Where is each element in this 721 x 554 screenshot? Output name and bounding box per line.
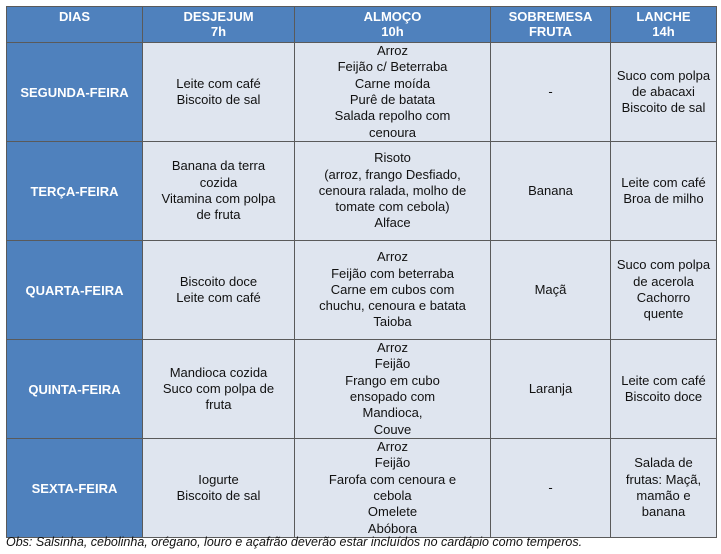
cell-line: Alface — [374, 215, 411, 231]
almoco-cell — [295, 43, 491, 142]
lanche-cell — [611, 340, 717, 439]
cell-line: Abóbora — [367, 520, 418, 536]
cell-line: Carne em cubos com — [330, 281, 455, 297]
cell-line: Vitamina com polpa — [161, 191, 276, 206]
lanche-cell — [611, 241, 717, 340]
cell-line: Cachorro — [636, 290, 691, 305]
table-row — [7, 439, 717, 538]
sobremesa-cell — [491, 439, 611, 538]
cell-line: cenoura — [369, 124, 416, 140]
cell-line: Biscoito doce — [179, 273, 258, 289]
cell-line: Couve — [373, 421, 412, 437]
cell-line: DIAS — [58, 9, 91, 24]
header-almoco — [295, 7, 491, 43]
cell-line: Purê de batata — [349, 92, 436, 107]
lanche-cell — [611, 43, 717, 142]
table-row — [7, 43, 717, 142]
desjejum-cell — [143, 43, 295, 142]
cell-line: Broa de milho — [623, 191, 704, 206]
cell-line: Biscoito doce — [624, 389, 703, 404]
sobremesa-cell — [491, 241, 611, 340]
day-cell: QUINTA-FEIRA — [7, 340, 143, 439]
header-row — [7, 7, 717, 43]
cell-line: 14h — [652, 24, 675, 39]
cell-line: Biscoito de sal — [176, 92, 261, 107]
cell-line: mamão e — [636, 488, 691, 503]
cell-line: Leite com café — [176, 290, 261, 305]
desjejum-cell — [143, 142, 295, 241]
cell-line: Arroz — [376, 249, 409, 265]
cell-line: Feijão — [374, 455, 411, 471]
cell-line: Iogurte — [198, 471, 239, 487]
cell-line: Leite com café — [621, 372, 706, 388]
cell-line: Frango em cubo — [345, 372, 440, 388]
cell-line: Risoto — [374, 150, 411, 166]
cell-line: Maçã — [534, 281, 567, 297]
cell-line: frutas: Maçã, — [625, 471, 702, 487]
cell-line: FRUTA — [528, 24, 573, 39]
cell-line: Suco com polpa de — [162, 380, 275, 396]
header-dias — [7, 7, 143, 43]
cell-line: LANCHE — [636, 9, 691, 24]
almoco-cell — [295, 241, 491, 340]
cell-line: tomate com cebola) — [335, 199, 450, 215]
day-cell: SEXTA-FEIRA — [7, 439, 143, 538]
almoco-cell — [295, 340, 491, 439]
cell-line: Leite com café — [176, 75, 261, 91]
cell-line: de abacaxi — [632, 83, 695, 99]
desjejum-cell — [143, 241, 295, 340]
table-row — [7, 340, 717, 439]
cell-line: Banana da terra — [171, 158, 266, 174]
cell-line: cenoura ralada, molho de — [318, 182, 467, 198]
header-sobremesa — [491, 7, 611, 43]
sobremesa-cell — [491, 340, 611, 439]
desjejum-cell — [143, 439, 295, 538]
cell-line: Biscoito de sal — [621, 100, 706, 116]
cell-line: Farofa com cenoura e — [328, 471, 457, 487]
cell-line: Laranja — [528, 380, 573, 396]
cell-line: Banana — [528, 182, 573, 198]
cell-line: Suco com polpa — [616, 257, 711, 273]
cell-line: Mandioca cozida — [169, 364, 268, 380]
lanche-cell — [611, 439, 717, 538]
sobremesa-cell — [491, 43, 611, 142]
almoco-cell — [295, 142, 491, 241]
cell-line: Salada repolho com — [334, 108, 451, 124]
cell-line: SOBREMESA — [508, 9, 593, 24]
cell-line: Omelete — [367, 504, 418, 520]
day-cell: QUARTA-FEIRA — [7, 241, 143, 340]
cell-line: Arroz — [376, 43, 409, 59]
day-cell: TERÇA-FEIRA — [7, 142, 143, 241]
header-lanche — [611, 7, 717, 43]
cell-line: cebola — [373, 488, 412, 503]
menu-table — [6, 6, 717, 538]
cell-line: banana — [641, 504, 686, 520]
table-row — [7, 142, 717, 241]
lanche-cell — [611, 142, 717, 241]
cell-line: Feijão com beterraba — [331, 265, 454, 281]
header-desjejum — [143, 7, 295, 43]
cell-line: de acerola — [633, 273, 694, 289]
cell-line: Taioba — [373, 314, 412, 330]
cell-line: 7h — [210, 24, 227, 39]
cell-line: Arroz — [376, 439, 409, 455]
cell-line: - — [548, 83, 553, 99]
cell-line: fruta — [205, 397, 232, 413]
cell-line: Feijão c/ Beterraba — [337, 59, 448, 75]
cell-line: chuchu, cenoura e batata — [319, 298, 466, 314]
cell-line: Mandioca, — [362, 405, 423, 421]
cell-line: Salada de — [634, 455, 693, 471]
cell-line: Suco com polpa — [616, 67, 711, 83]
sobremesa-cell — [491, 142, 611, 241]
cell-line: cozida — [199, 174, 238, 190]
cell-line: quente — [643, 306, 684, 322]
cell-line: Feijão — [374, 356, 411, 372]
table-row — [7, 241, 717, 340]
cell-line: DESJEJUM — [183, 9, 254, 24]
cell-line: Biscoito de sal — [176, 488, 261, 503]
cell-line: ALMOÇO — [363, 9, 422, 24]
cell-line: (arroz, frango Desfiado, — [324, 166, 461, 182]
day-cell: SEGUNDA-FEIRA — [7, 43, 143, 142]
cell-line: Leite com café — [621, 174, 706, 190]
footer-note: Obs: Salsinha, cebolinha, orégano, louro e açafrão deverão estar incluídos no cardápio como temperos. — [6, 535, 583, 549]
cell-line: de fruta — [196, 207, 241, 223]
almoco-cell — [295, 439, 491, 538]
cell-line: Arroz — [376, 340, 409, 356]
cell-line: - — [548, 479, 553, 495]
desjejum-cell — [143, 340, 295, 439]
cell-line: ensopado com — [349, 389, 436, 404]
cell-line: 10h — [381, 24, 404, 39]
cell-line: Carne moída — [354, 75, 431, 91]
